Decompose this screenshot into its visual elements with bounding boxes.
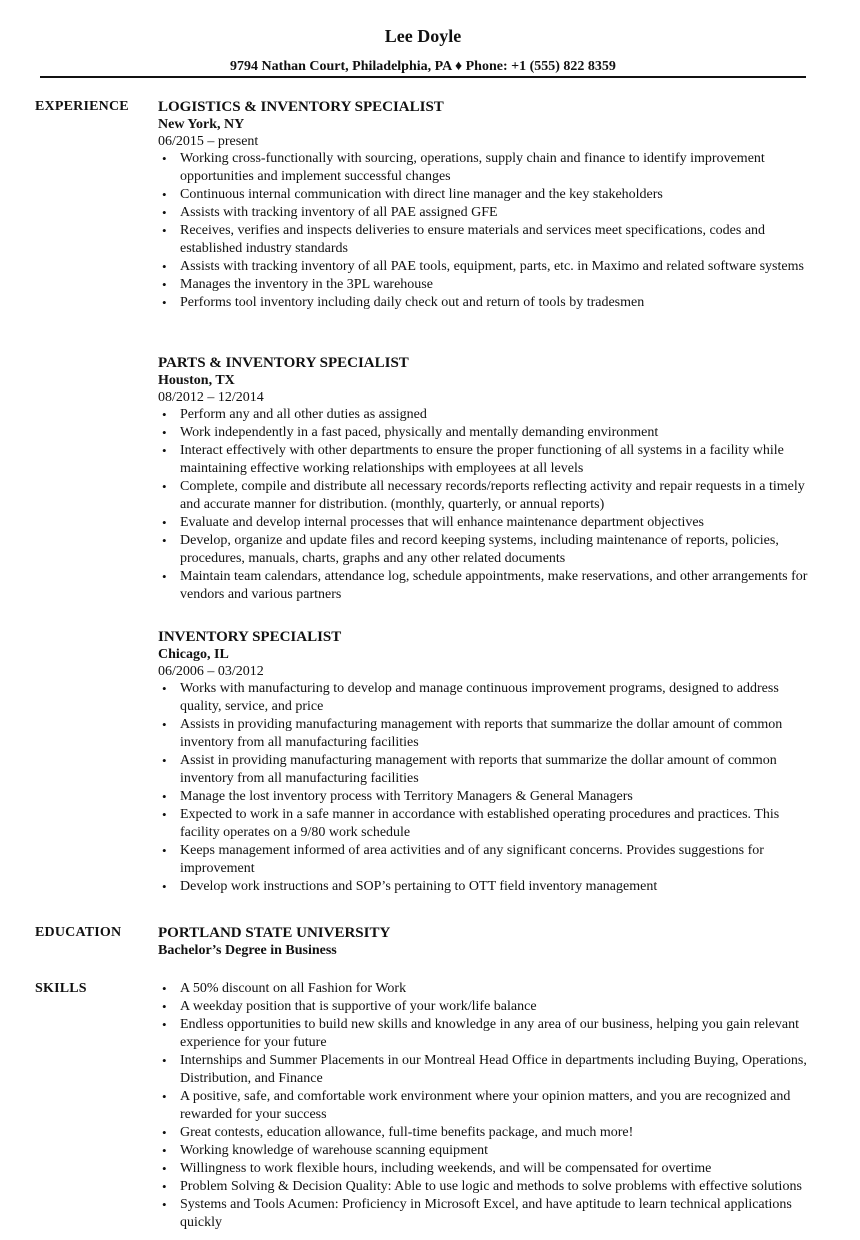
list-item: • Working cross-functionally with sourcing, operations, supply chain and finance to identify improvement opportunities and implement successful changes <box>180 150 818 186</box>
list-item: • Receives, verifies and inspects deliveries to ensure materials and services meet specifications, codes and established industry standards <box>180 222 818 258</box>
job-location: Houston, TX <box>158 373 235 388</box>
list-item: • Endless opportunities to build new skills and knowledge in any area of our business, helping you gain relevant experience for your future <box>180 1016 818 1052</box>
list-item: • Expected to work in a safe manner in accordance with established operating procedures and practices. This facility operates on a 9/80 work schedule <box>180 806 818 842</box>
list-item: • Perform any and all other duties as assigned <box>180 406 818 424</box>
job-1 <box>158 98 818 312</box>
list-item: • Manage the lost inventory process with Territory Managers & General Managers <box>180 788 818 806</box>
list-item: • Performs tool inventory including daily check out and return of tools by tradesmen <box>180 294 818 312</box>
list-item: • Complete, compile and distribute all necessary records/reports reflecting activity and repair requests in a timely and accurate manner for distribution. (monthly, quarterly, or annual reports) <box>180 478 818 514</box>
list-item: • Internships and Summer Placements in our Montreal Head Office in departments including Buying, Operations, Distribution, and Finance <box>180 1052 818 1088</box>
list-item: • A positive, safe, and comfortable work environment where your opinion matters, and you are recognized and rewarded for your success <box>180 1088 818 1124</box>
contact-line: 9794 Nathan Court, Philadelphia, PA ♦ Phone: +1 (555) 822 8359 <box>230 59 616 74</box>
skills-list-wrapper <box>158 980 818 1232</box>
list-item: • Willingness to work flexible hours, including weekends, and will be compensated for overtime <box>180 1160 818 1178</box>
list-item: • Assists in providing manufacturing management with reports that summarize the dollar amount of common inventory from all manufacturing facilities <box>180 716 818 752</box>
list-item: • Work independently in a fast paced, physically and mentally demanding environment <box>180 424 818 442</box>
list-item: • Develop work instructions and SOP’s pertaining to OTT field inventory management <box>180 878 818 896</box>
list-item: • Interact effectively with other departments to ensure the proper functioning of all systems in a facility while maintaining effective working relationships with employees at all levels <box>180 442 818 478</box>
list-item: • Assists with tracking inventory of all PAE tools, equipment, parts, etc. in Maximo and related software systems <box>180 258 818 276</box>
skills-heading: SKILLS <box>35 981 87 996</box>
skills-list <box>158 980 818 1232</box>
list-item: • Assist in providing manufacturing management with reports that summarize the dollar amount of common inventory from all manufacturing facilities <box>180 752 818 788</box>
list-item: • Great contests, education allowance, full-time benefits package, and much more! <box>180 1124 818 1142</box>
list-item: • Develop, organize and update files and record keeping systems, including maintenance of reports, policies, procedures, manuals, charts, graphs and any other related documents <box>180 532 818 568</box>
list-item: • Assists with tracking inventory of all PAE assigned GFE <box>180 204 818 222</box>
job-dates: 06/2015 – present <box>158 134 259 149</box>
job-dates: 06/2006 – 03/2012 <box>158 664 264 679</box>
job-bullets <box>158 150 818 312</box>
job-location: New York, NY <box>158 117 245 132</box>
header-divider <box>40 76 806 78</box>
school-name: PORTLAND STATE UNIVERSITY <box>158 925 391 941</box>
job-title: LOGISTICS & INVENTORY SPECIALIST <box>158 99 444 115</box>
job-3 <box>158 628 818 896</box>
list-item: • Systems and Tools Acumen: Proficiency in Microsoft Excel, and have aptitude to learn technical applications quickly <box>180 1196 818 1232</box>
list-item: • A weekday position that is supportive of your work/life balance <box>180 998 818 1016</box>
candidate-name: Lee Doyle <box>384 26 462 46</box>
list-item: • A 50% discount on all Fashion for Work <box>180 980 818 998</box>
list-item: • Manages the inventory in the 3PL warehouse <box>180 276 818 294</box>
experience-heading: EXPERIENCE <box>35 99 129 114</box>
job-title: INVENTORY SPECIALIST <box>158 629 342 645</box>
list-item: • Maintain team calendars, attendance log, schedule appointments, make reservations, and other arrangements for vendors and various partners <box>180 568 818 604</box>
job-bullets <box>158 680 818 896</box>
job-location: Chicago, IL <box>158 647 229 662</box>
education-heading: EDUCATION <box>35 925 122 940</box>
education-entry <box>158 924 818 960</box>
job-title: PARTS & INVENTORY SPECIALIST <box>158 355 409 371</box>
list-item: • Evaluate and develop internal processes that will enhance maintenance department objectives <box>180 514 818 532</box>
list-item: • Works with manufacturing to develop and manage continuous improvement programs, designed to address quality, service, and price <box>180 680 818 716</box>
job-bullets <box>158 406 818 604</box>
list-item: • Problem Solving & Decision Quality: Able to use logic and methods to solve problems with effective solutions <box>180 1178 818 1196</box>
job-2 <box>158 354 818 604</box>
degree: Bachelor’s Degree in Business <box>158 943 337 958</box>
list-item: • Working knowledge of warehouse scanning equipment <box>180 1142 818 1160</box>
job-dates: 08/2012 – 12/2014 <box>158 390 264 405</box>
list-item: • Keeps management informed of area activities and of any significant concerns. Provides suggestions for improvement <box>180 842 818 878</box>
list-item: • Continuous internal communication with direct line manager and the key stakeholders <box>180 186 818 204</box>
